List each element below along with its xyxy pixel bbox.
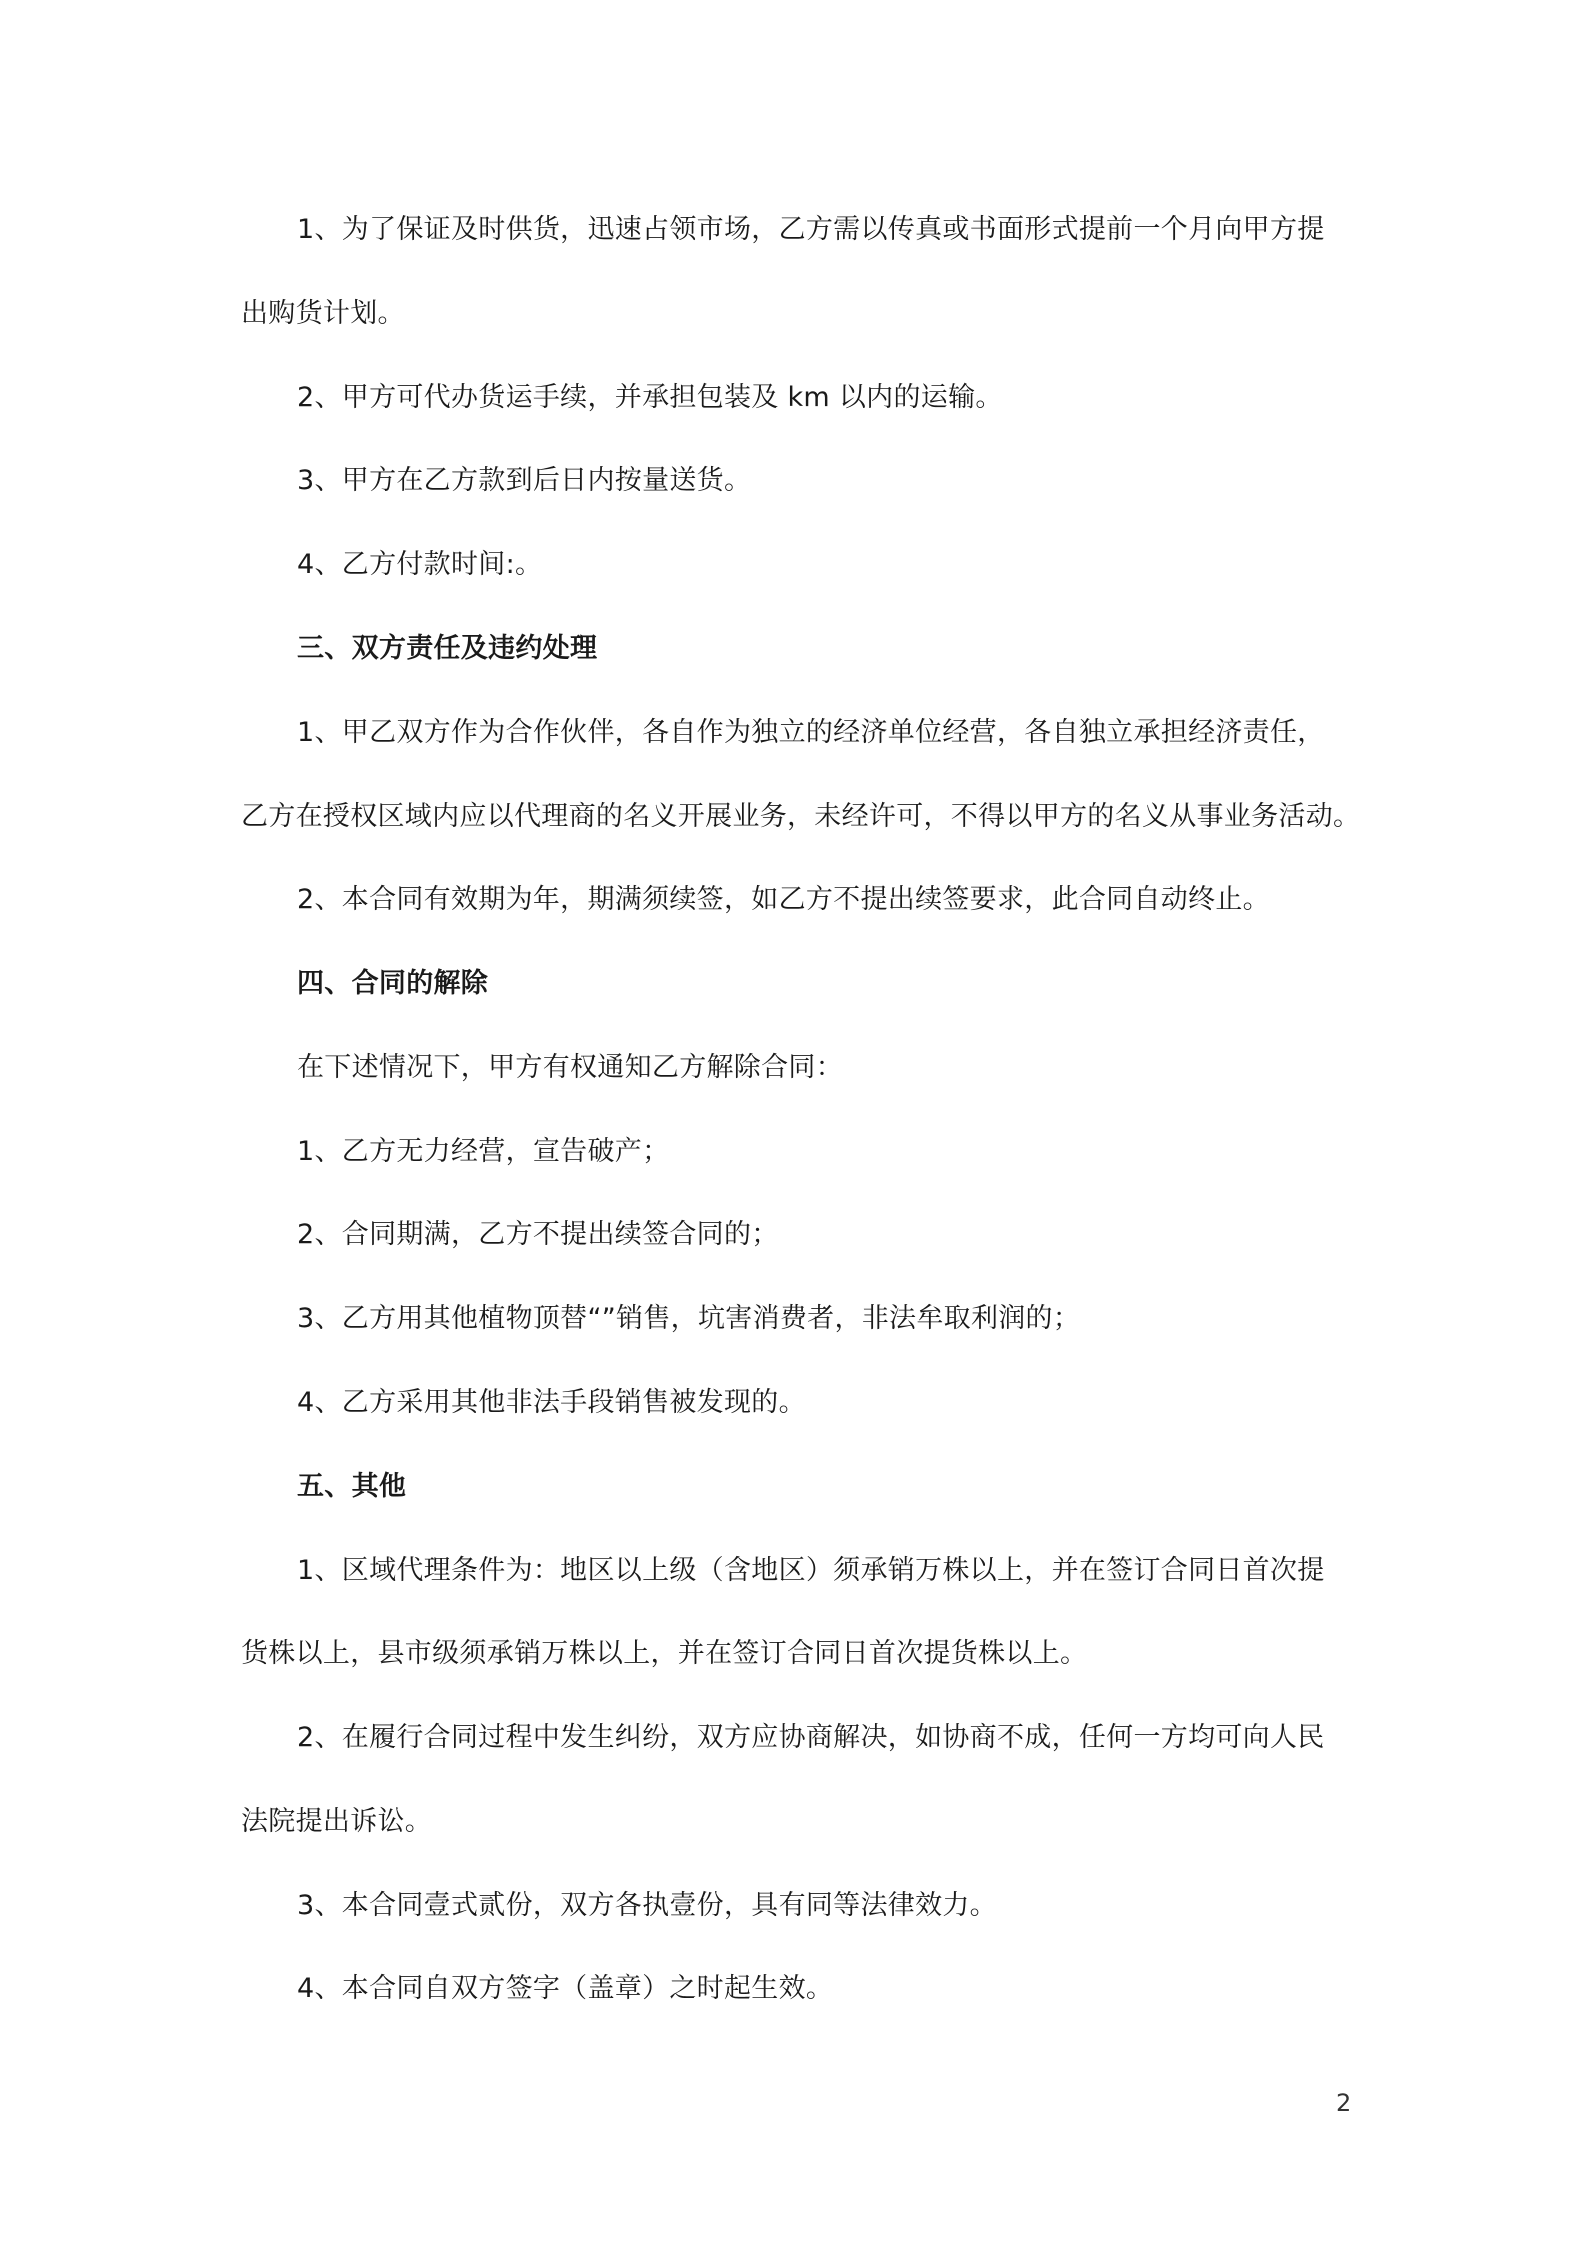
section-heading: 三、双方责任及违约处理 [297, 633, 598, 664]
paragraph-line: 4、乙方采用其他非法手段销售被发现的。 [297, 1387, 806, 1418]
paragraph-line: 4、乙方付款时间:。 [297, 549, 543, 580]
paragraph-line: 4、本合同自双方签字（盖章）之时起生效。 [297, 1973, 834, 2004]
paragraph-line: 1、甲乙双方作为合作伙伴，各自作为独立的经济单位经营，各自独立承担经济责任， [297, 717, 1325, 748]
paragraph-line: 法院提出诉讼。 [241, 1806, 433, 1837]
paragraph-line: 货株以上，县市级须承销万株以上，并在签订合同日首次提货株以上。 [241, 1638, 1088, 1669]
section-heading: 四、合同的解除 [297, 968, 489, 999]
page-number: 2 [1336, 2089, 1352, 2117]
paragraph-line: 在下述情况下，甲方有权通知乙方解除合同： [297, 1052, 843, 1083]
paragraph-line: 2、合同期满，乙方不提出续签合同的； [297, 1219, 779, 1250]
paragraph-line: 1、乙方无力经营，宣告破产； [297, 1136, 670, 1167]
paragraph-line: 1、区域代理条件为：地区以上级（含地区）须承销万株以上，并在签订合同日首次提 [297, 1555, 1325, 1586]
paragraph-line: 2、本合同有效期为年，期满须续签，如乙方不提出续签要求，此合同自动终止。 [297, 884, 1270, 915]
paragraph-line: 2、甲方可代办货运手续，并承担包装及 km 以内的运输。 [297, 382, 1003, 413]
paragraph-line: 3、本合同壹式贰份，双方各执壹份，具有同等法律效力。 [297, 1890, 997, 1921]
paragraph-line: 乙方在授权区域内应以代理商的名义开展业务，未经许可，不得以甲方的名义从事业务活动。 [241, 801, 1361, 832]
paragraph-line: 1、为了保证及时供货，迅速占领市场，乙方需以传真或书面形式提前一个月向甲方提 [297, 214, 1325, 245]
paragraph-line: 3、甲方在乙方款到后日内按量送货。 [297, 465, 752, 496]
paragraph-line: 3、乙方用其他植物顶替“”销售，坑害消费者，非法牟取利润的； [297, 1303, 1081, 1334]
section-heading: 五、其他 [297, 1471, 407, 1502]
paragraph-line: 2、在履行合同过程中发生纠纷，双方应协商解决，如协商不成，任何一方均可向人民 [297, 1722, 1325, 1753]
paragraph-line: 出购货计划。 [241, 298, 405, 329]
